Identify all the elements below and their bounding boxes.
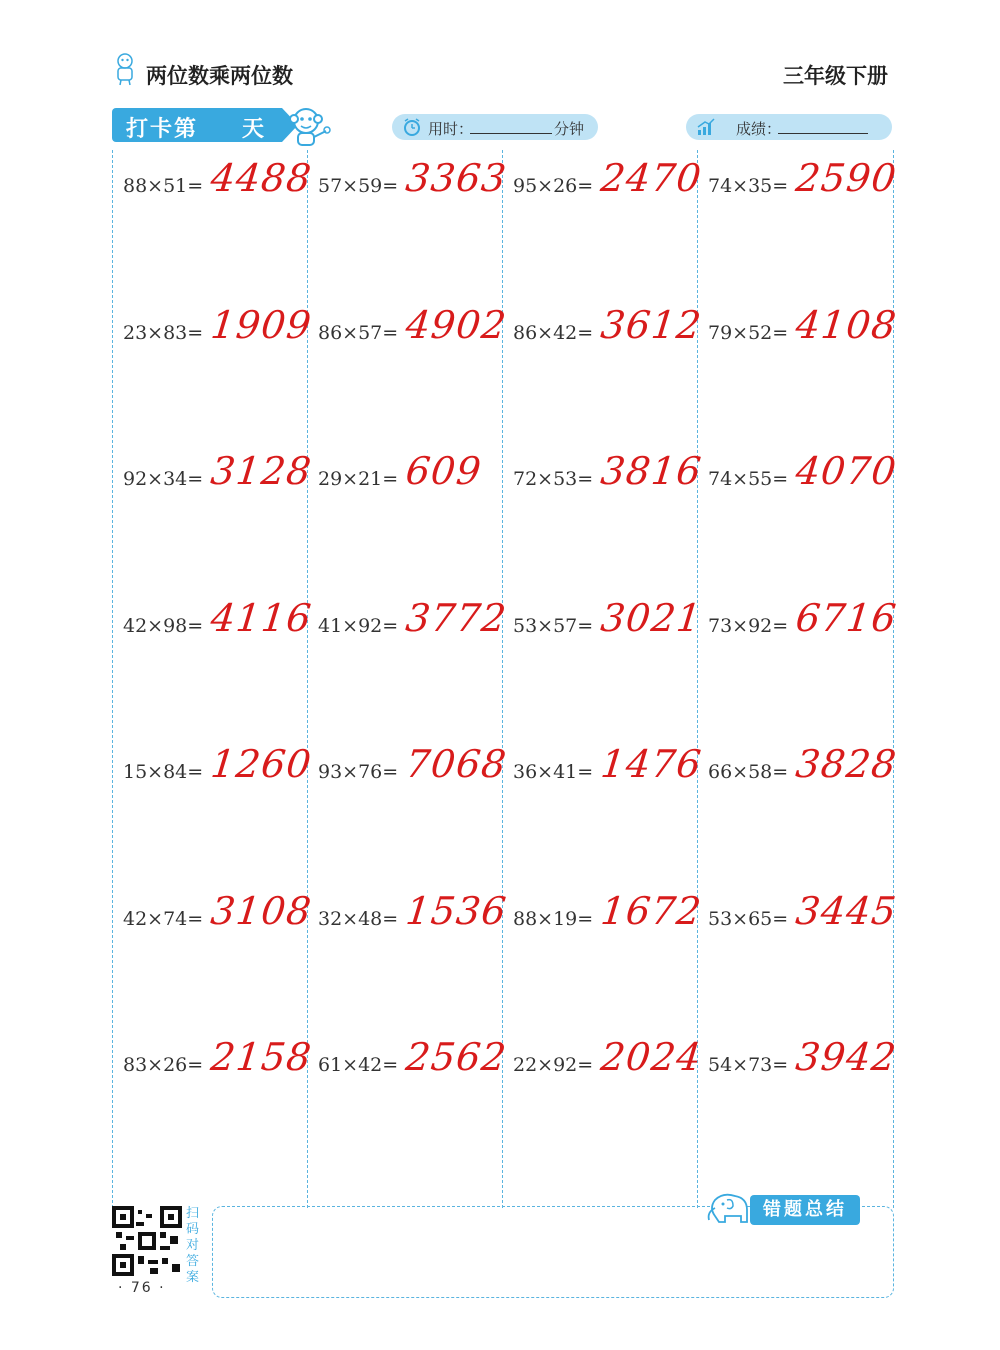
problem-answer[interactable]: 3942 — [793, 1035, 900, 1079]
problem-answer[interactable]: 4070 — [793, 449, 900, 493]
problem-answer[interactable]: 3108 — [208, 888, 315, 933]
problem-cell — [503, 156, 705, 304]
problem-cell — [308, 1035, 510, 1183]
problem-question: 42×74= — [123, 907, 204, 930]
problem-question: 74×55= — [708, 468, 789, 490]
score-pill — [686, 114, 892, 140]
page-title: 两位数乘两位数 — [146, 64, 293, 88]
problem-question: 74×35= — [708, 175, 789, 197]
problem-cell — [698, 449, 900, 597]
bar-chart-icon — [696, 117, 716, 137]
page-number: · 76 · — [118, 1280, 166, 1296]
problem-cell — [113, 595, 315, 744]
checkin-day-prefix: 打卡第 — [126, 117, 199, 142]
problem-answer[interactable]: 2024 — [598, 1035, 705, 1079]
problem-question: 29×21= — [318, 468, 399, 490]
mascot-logo-icon — [112, 52, 138, 86]
problem-answer[interactable]: 1536 — [403, 888, 510, 933]
clock-icon — [402, 117, 422, 137]
problem-answer[interactable]: 3363 — [403, 156, 510, 200]
problem-question: 73×92= — [708, 614, 789, 637]
score-label: 成绩： — [736, 120, 782, 138]
problem-answer[interactable]: 1260 — [208, 742, 315, 786]
monkey-mascot-icon — [284, 103, 332, 149]
problem-question: 66×58= — [708, 761, 789, 783]
problem-question: 88×51= — [123, 175, 204, 197]
problem-question: 95×26= — [513, 175, 594, 197]
problem-answer[interactable]: 6716 — [793, 595, 900, 640]
problem-question: 72×53= — [513, 468, 594, 490]
problem-question: 42×98= — [123, 614, 204, 637]
problem-answer[interactable]: 1476 — [598, 742, 705, 786]
problem-answer[interactable]: 2590 — [793, 156, 900, 200]
problem-question: 86×42= — [513, 321, 594, 344]
problem-answer[interactable]: 1909 — [208, 302, 315, 347]
checkin-banner — [112, 108, 282, 142]
problem-answer[interactable]: 609 — [403, 449, 484, 493]
problem-cell — [308, 156, 510, 304]
problem-cell — [698, 302, 900, 451]
problem-cell — [503, 742, 705, 890]
problem-answer[interactable]: 3612 — [598, 302, 705, 347]
problem-grid — [112, 150, 900, 1208]
problem-cell — [113, 1035, 315, 1183]
problem-question: 53×57= — [513, 614, 594, 637]
problem-cell — [308, 742, 510, 890]
problem-cell — [113, 302, 315, 451]
problem-question: 83×26= — [123, 1054, 204, 1076]
checkin-day-suffix: 天 — [242, 117, 265, 142]
problem-cell — [503, 302, 705, 451]
problem-cell — [698, 742, 900, 890]
problem-answer[interactable]: 4116 — [208, 595, 315, 640]
problem-question: 41×92= — [318, 614, 399, 637]
problem-cell — [308, 302, 510, 451]
problem-cell — [308, 595, 510, 744]
time-label: 用时： — [428, 120, 474, 138]
problem-answer[interactable]: 3445 — [793, 888, 900, 933]
score-blank[interactable] — [778, 133, 868, 134]
problem-cell — [113, 156, 315, 304]
problem-question: 92×34= — [123, 468, 204, 490]
problem-question: 54×73= — [708, 1054, 789, 1076]
problem-answer[interactable]: 4902 — [403, 302, 510, 347]
problem-cell — [503, 595, 705, 744]
problem-answer[interactable]: 4108 — [793, 302, 900, 347]
problem-answer[interactable]: 3021 — [598, 595, 705, 640]
qr-code-icon[interactable] — [112, 1206, 182, 1276]
time-blank[interactable] — [470, 133, 552, 134]
problem-question: 53×65= — [708, 907, 789, 930]
problem-cell — [503, 1035, 705, 1183]
problem-question: 22×92= — [513, 1054, 594, 1076]
problem-answer[interactable]: 7068 — [403, 742, 510, 786]
problem-question: 57×59= — [318, 175, 399, 197]
problem-answer[interactable]: 2158 — [208, 1035, 315, 1079]
problem-cell — [308, 888, 510, 1037]
problem-question: 61×42= — [318, 1054, 399, 1076]
problem-answer[interactable]: 2470 — [598, 156, 705, 200]
problem-answer[interactable]: 3128 — [208, 449, 315, 493]
problem-answer[interactable]: 3828 — [793, 742, 900, 786]
problem-cell — [503, 449, 705, 597]
grade-label: 三年级下册 — [783, 64, 888, 88]
elephant-icon — [705, 1188, 755, 1226]
time-unit: 分钟 — [554, 120, 585, 138]
problem-answer[interactable]: 3816 — [598, 449, 705, 493]
problem-cell — [113, 888, 315, 1037]
scan-answer-label: 扫码对答案 — [186, 1206, 200, 1285]
problem-question: 23×83= — [123, 321, 204, 344]
problem-cell — [308, 451, 502, 597]
problem-cell — [113, 742, 315, 890]
problem-cell — [503, 888, 705, 1037]
problem-answer[interactable]: 2562 — [403, 1035, 510, 1079]
problem-question: 93×76= — [318, 761, 399, 783]
problem-question: 79×52= — [708, 321, 789, 344]
problem-answer[interactable]: 1672 — [598, 888, 705, 933]
problem-answer[interactable]: 4488 — [208, 156, 315, 200]
problem-cell — [698, 1035, 900, 1183]
problem-question: 86×57= — [318, 321, 399, 344]
problem-cell — [698, 888, 900, 1037]
problem-question: 88×19= — [513, 907, 594, 930]
problem-answer[interactable]: 3772 — [403, 595, 510, 640]
problem-cell — [698, 156, 900, 304]
mistake-summary-label: 错题总结 — [750, 1195, 860, 1225]
problem-question: 15×84= — [123, 761, 204, 783]
problem-cell — [698, 595, 900, 744]
time-pill — [392, 114, 598, 140]
problem-question: 36×41= — [513, 761, 594, 783]
problem-cell — [113, 449, 315, 597]
problem-question: 32×48= — [318, 907, 399, 930]
